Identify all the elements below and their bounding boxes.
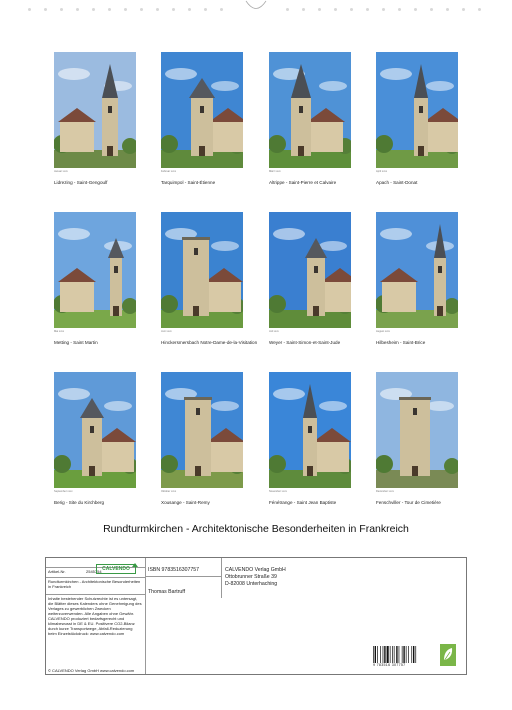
month-label: Januar xxxx [54,170,68,173]
binding-hole [60,8,63,11]
copyright-url: © CALVENDO Verlag GmbH www.calvendo.com [48,668,135,673]
church-photo [269,52,351,168]
binding-hole [462,8,465,11]
binding-hole [414,8,417,11]
month-label: November xxxx [269,490,287,493]
photo-caption: Lidrezing - Saint-Gengoulf [54,180,108,185]
isbn: ISBN 9783516307757 [148,567,200,573]
month-label: Oktober xxxx [161,490,177,493]
church-photo [376,212,458,328]
binding-hole [398,8,401,11]
church-photo [161,372,243,488]
photo-caption: Fénétrange - Saint Jean Baptiste [269,500,337,505]
divider [46,577,145,578]
binding-hole [302,8,305,11]
binding-hole [44,8,47,11]
calvendo-logo: CALVENDO [96,564,136,574]
month-label: Mai xxxx [54,330,65,333]
month-label: Februar xxxx [161,170,176,173]
binding-hole [140,8,143,11]
church-photo [54,372,136,488]
photo-caption: Hinckersmersbach Notre-Dame-de-la-Visitation [161,340,258,345]
binding-hole [76,8,79,11]
calendar-title: Rundturmkirchen - Architektonische Besonderheiten in Frankreich [103,523,409,535]
binding-hole [334,8,337,11]
binding-hole [204,8,207,11]
binding-hole [446,8,449,11]
binding-hole [220,8,223,11]
binding-hole [382,8,385,11]
month-label: September xxxx [54,490,73,493]
binding-hole [286,8,289,11]
photo-caption: Hilbesheim - Saint-Brice [376,340,426,345]
month-label: April xxxx [376,170,388,173]
photo-caption: Weyer - Saint-Simon-et-Saint-Jude [269,340,341,345]
binding-hole [124,8,127,11]
church-photo [161,212,243,328]
month-label: August xxxx [376,330,390,333]
legal-notice: Inhalte bestehender Schutzrechte ist es untersagt, die Blätter dieses Kalenders ohne Genehmigung des Verlages zu gewerblichen Zwecken weiterzuverwenden. Alle Angaben ohne Gewähr. CALVENDO produziert bedarfsgerecht und klimabewusst in DE & EU. Positivere CO2-Bilanz durch kurze Transportwege, Abfall-Reduzierung beim Einzelstückdruck: www.calvendo.com [48,596,142,636]
church-photo [269,212,351,328]
divider [145,576,221,577]
church-photo [376,52,458,168]
publisher-street: Ottobrunner Straße 39 [225,574,277,580]
binding-hole [350,8,353,11]
barcode-digits: 9 783516 307757 [373,663,406,667]
month-label: Juli xxxx [269,330,279,333]
photo-caption: Apach - Saint-Donat [376,180,418,185]
photo-caption: Fenschviller - Tour de Cimetière [376,500,441,505]
divider [46,594,145,595]
month-label: Juni xxxx [161,330,172,333]
binding-hole [430,8,433,11]
month-label: März xxxx [269,170,281,173]
church-photo [269,372,351,488]
isbn-barcode [373,646,433,668]
binding-hole [478,8,481,11]
binding-hole [172,8,175,11]
binding-hole [156,8,159,11]
photo-caption: Metting - Saint Martin [54,340,98,345]
church-photo [161,52,243,168]
binding-hole [318,8,321,11]
product-title: Rundturmkirchen - Architektonische Besonderheiten in Frankreich [48,579,141,589]
binding-hole [108,8,111,11]
calendar-hanger-hook [244,0,268,14]
photo-caption: Altrippe - Saint-Pierre et Calvaire [269,180,337,185]
binding-hole [188,8,191,11]
church-photo [54,52,136,168]
photo-caption: Tarquimpol - Saint-Étienne [161,180,216,185]
divider [221,558,222,598]
leaf-icon [440,644,456,666]
article-number: 2545754 [86,569,102,574]
month-label: Dezember xxxx [376,490,394,493]
author-name: Thomas Bartruff [148,589,186,595]
church-photo [54,212,136,328]
product-info-box [45,557,467,675]
photo-caption: Xousange - Saint-Remy [161,500,210,505]
publisher-name: CALVENDO Verlag GmbH [225,567,286,573]
binding-hole [92,8,95,11]
binding-hole [28,8,31,11]
publisher-city: D-82008 Unterhaching [225,581,278,587]
binding-hole [366,8,369,11]
photo-caption: Berig - Site du Kirchberg [54,500,105,505]
church-photo [376,372,458,488]
article-number-label: Artikel-Nr. [48,569,66,574]
